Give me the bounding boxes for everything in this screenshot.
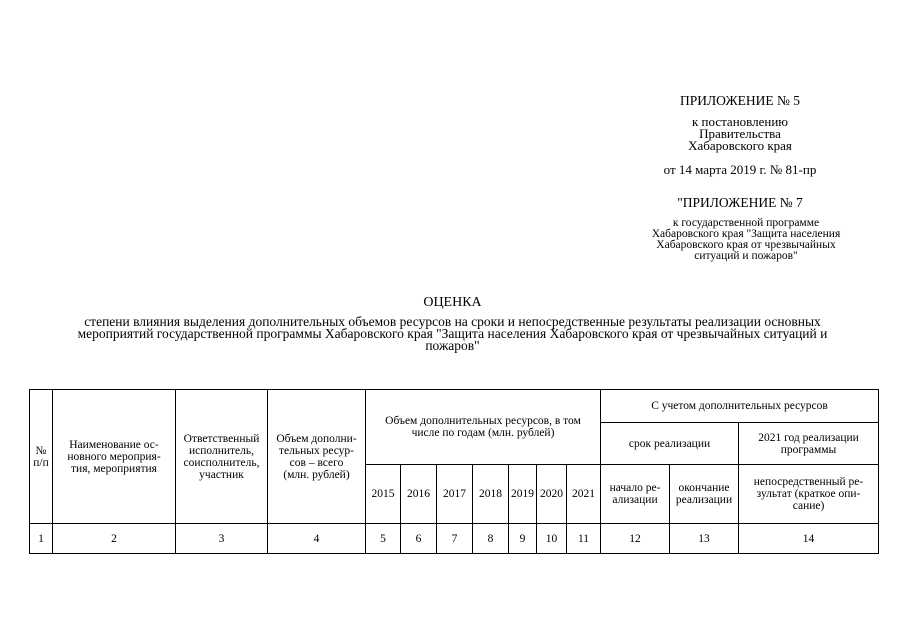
appendix2-subtitle-line: ситуаций и пожаров" <box>694 250 798 262</box>
appendix-date: от 14 марта 2019 г. № 81-пр <box>663 162 817 177</box>
appendix2-subtitle-line: Хабаровского края "Защита населения <box>651 228 841 240</box>
column-number: 9 <box>509 524 537 554</box>
appendix2-title: "ПРИЛОЖЕНИЕ № 7 <box>677 195 803 210</box>
header-year: 2020 <box>537 465 567 524</box>
appendix-subtitle <box>640 116 840 152</box>
description-line: мероприятий государственной программы Хабаровского края "Защита населения Хабаровского края от чрезвычайных ситуаций и <box>77 326 828 341</box>
appendix2-subtitle <box>600 218 892 262</box>
header-year: 2016 <box>401 465 437 524</box>
header-executor: Ответственный исполнитель, соисполнитель, участник <box>176 390 268 524</box>
column-number: 3 <box>176 524 268 554</box>
column-number: 10 <box>537 524 567 554</box>
column-number: 4 <box>268 524 366 554</box>
header-end: окончание реализации <box>670 465 739 524</box>
document-description <box>20 316 885 352</box>
header-year: 2019 <box>509 465 537 524</box>
column-number: 2 <box>53 524 176 554</box>
header-2021-group: 2021 год реализации программы <box>739 423 879 465</box>
header-result: непосредственный ре- зультат (краткое опи- сание) <box>739 465 879 524</box>
column-number: 5 <box>366 524 401 554</box>
document-heading: ОЦЕНКА <box>423 295 482 310</box>
appendix2-subtitle-line: Хабаровского края от чрезвычайных <box>656 239 836 251</box>
header-total-volume: Объем дополни- тельных ресур- сов – всего (млн. рублей) <box>268 390 366 524</box>
column-number: 6 <box>401 524 437 554</box>
header-start: начало ре- ализации <box>601 465 670 524</box>
header-year: 2021 <box>567 465 601 524</box>
header-years-group: Объем дополнительных ресурсов, в том числе по годам (млн. рублей) <box>366 390 601 465</box>
column-number: 12 <box>601 524 670 554</box>
header-year: 2018 <box>473 465 509 524</box>
appendix-subtitle-line: Правительства <box>699 126 781 141</box>
appendix-subtitle-line: Хабаровского края <box>688 138 792 153</box>
column-number: 8 <box>473 524 509 554</box>
header-activity-name: Наименование ос- новного мероприя- тия, мероприятия <box>53 390 176 524</box>
header-resources-group: С учетом дополнительных ресурсов <box>601 390 879 423</box>
appendix-subtitle-line: к постановлению <box>691 114 789 129</box>
column-number: 13 <box>670 524 739 554</box>
appendix2-subtitle-line: к государственной программе <box>672 217 820 229</box>
header-year: 2017 <box>437 465 473 524</box>
column-number: 11 <box>567 524 601 554</box>
column-number: 7 <box>437 524 473 554</box>
header-term-group: срок реализации <box>601 423 739 465</box>
appendix-title: ПРИЛОЖЕНИЕ № 5 <box>679 93 801 108</box>
column-number: 14 <box>739 524 879 554</box>
table-row <box>30 524 879 554</box>
description-line: степени влияния выделения дополнительных объемов ресурсов на сроки и непосредственные результаты реализации основных <box>84 314 821 329</box>
header-num: № п/п <box>30 390 53 524</box>
header-year: 2015 <box>366 465 401 524</box>
assessment-table <box>29 389 879 554</box>
description-line: пожаров" <box>425 338 480 353</box>
column-number: 1 <box>30 524 53 554</box>
